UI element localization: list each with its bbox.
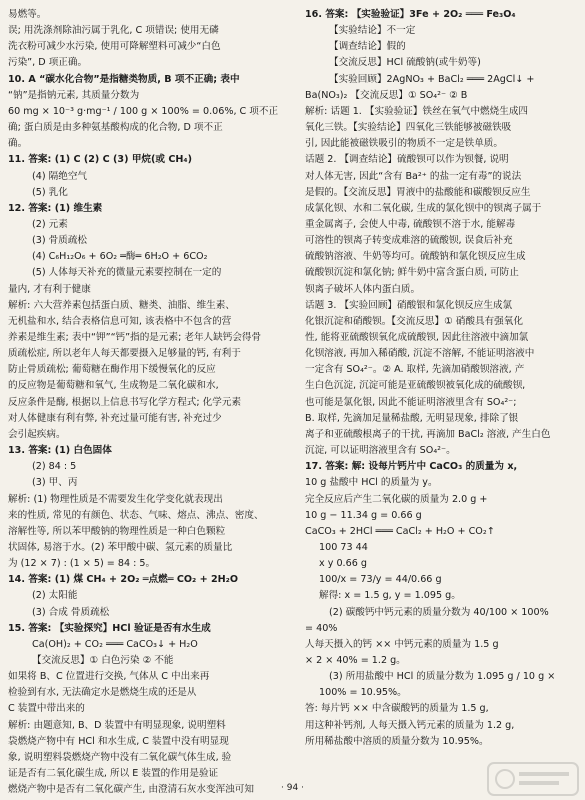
- text-line: 无机盐和水, 结合表格信息可知, 该表格中不包含的营: [8, 315, 232, 327]
- text-line: 氧化三铁。【实验结论】四氧化三铁能够被磁铁吸: [305, 122, 512, 134]
- text-line: 污染”, D 项正确。: [8, 57, 88, 69]
- text-line: (4) C₆H₁₂O₆ + 6O₂ ═酶═ 6H₂O + 6CO₂: [32, 251, 208, 263]
- text-line: 为 (12 × 7) : (1 × 5) = 84 : 5。: [8, 558, 156, 570]
- text-line: 会引起疾病。: [8, 428, 66, 440]
- text-line: 14. 答案: (1) 煤 CH₄ + 2O₂ ═点燃═ CO₂ + 2H₂O: [8, 574, 239, 586]
- text-line: 是假的。【交流反思】胃液中的盐酸能和碳酸钡反应生: [305, 186, 531, 198]
- text-line: 15. 答案: 【实验探究】HCl 验证是否有水生成: [8, 622, 211, 634]
- text-line: 反应条件是酶, 根据以上信息书写化学方程式; 化学元素: [8, 396, 242, 408]
- text-line: 确。: [8, 138, 28, 150]
- text-line: 硫酸钡沉淀和氯化钠; 鲜牛奶中富含蛋白质, 可防止: [305, 267, 519, 279]
- text-line: 化银沉淀和硝酸钡。【交流反思】① 硝酸具有强氧化: [305, 315, 523, 327]
- text-line: 100/x = 73/y = 44/0.66 g: [319, 574, 442, 586]
- text-line: 解得: x = 1.5 g, y = 1.095 g。: [319, 590, 461, 602]
- text-line: 状固体, 易溶于水。(2) 苯甲酸中碳、氢元素的质量比: [8, 541, 233, 553]
- text-line: 量内, 才有利于健康: [8, 283, 91, 295]
- text-line: 性, 能将亚硫酸钡氧化成硫酸钡, 因此往溶液中滴加氯: [305, 332, 529, 343]
- text-line: 象, 说明塑料袋燃烧产物中没有二氧化碳气体生成, 验: [8, 751, 232, 763]
- text-line: 确; 蛋白质是由多种氨基酸构成的化合物, D 项不正: [8, 122, 223, 134]
- text-line: 【实验结论】不一定: [329, 25, 416, 37]
- text-line: 人每天摄入的钙 ×× 中钙元素的质量为 1.5 g: [305, 638, 499, 650]
- text-line: 用这种补钙剂, 人每天摄入钙元素的质量为 1.2 g,: [305, 719, 515, 731]
- text-line: 解析: 六大营养素包括蛋白质、糖类、油脂、维生素、: [8, 299, 235, 311]
- text-line: C 装置中带出来的: [8, 703, 85, 715]
- text-line: (5) 人体每天补充的微量元素要控制在一定的: [32, 267, 222, 279]
- text-line: Ca(OH)₂ + CO₂ ═══ CaCO₃↓ + H₂O: [32, 638, 198, 650]
- text-line: 引, 因此能被磁铁吸引的物质不一定是铁单质。: [305, 138, 503, 150]
- text-line: 误; 用洗涤剂除油污属于乳化, C 项错误; 使用无磷: [8, 25, 219, 37]
- text-line: 【调查结论】假的: [329, 41, 406, 53]
- text-line: = 40%: [305, 622, 338, 634]
- text-line: (2) 元素: [32, 218, 68, 230]
- text-line: (2) 碳酸钙中钙元素的质量分数为 40/100 × 100%: [329, 606, 549, 618]
- text-line: (3) 甲、丙: [32, 477, 78, 489]
- text-line: 60 mg × 10⁻³ g·mg⁻¹ / 100 g × 100% = 0.06%, C 项不正: [8, 105, 279, 117]
- text-line: x y 0.66 g: [319, 558, 367, 570]
- text-line: (3) 所用盐酸中 HCl 的质量分数为 1.095 g / 10 g ×: [329, 671, 556, 683]
- text-line: 解析: (1) 物理性质是不需要发生化学变化就表现出: [8, 493, 223, 505]
- text-line: 养素是维生素; 表中“钾”“钙”指的是元素; 老年人缺钙会得骨: [8, 332, 262, 343]
- text-line: 也可能是氯化银, 因此不能证明溶液里含有 SO₄²⁻;: [305, 396, 517, 408]
- page-number: · 94 ·: [281, 783, 304, 793]
- text-line: 化钡溶液, 再加入稀硝酸, 沉淀不溶解, 不能证明溶液中: [305, 348, 535, 360]
- text-line: 来的性质, 常见的有颜色、状态、气味、熔点、沸点、密度、: [8, 509, 264, 521]
- text-line: × 2 × 40% = 1.2 g。: [305, 655, 406, 666]
- text-line: 10. A “碳水化合物”是指糖类物质, B 项不正确; 表中: [8, 73, 240, 85]
- text-line: 12. 答案: (1) 维生素: [8, 202, 103, 214]
- text-line: 证是否有二氧化碳生成, 所以 E 装置的作用是验证: [8, 768, 219, 780]
- text-line: 对人体无害, 因此“含有 Ba²⁺ 的盐一定有毒”的说法: [305, 170, 522, 182]
- text-line: 离子和亚硫酸根离子的干扰, 再滴加 BaCl₂ 溶液, 产生白色: [305, 428, 551, 440]
- text-line: 成氯化钡、水和二氧化碳, 生成的氯化钡中的钡离子属于: [305, 202, 542, 214]
- text-line: 10 g 盐酸中 HCl 的质量为 y。: [305, 477, 438, 489]
- text-line: 重金属离子, 会使人中毒, 硫酸钡不溶于水, 能解毒: [305, 218, 516, 230]
- text-line: 11. 答案: (1) C (2) C (3) 甲烷(或 CH₄): [8, 154, 192, 166]
- text-line: 【实验回顾】2AgNO₃ + BaCl₂ ═══ 2AgCl↓ +: [329, 73, 535, 85]
- text-line: 答: 每片钙 ×× 中含碳酸钙的质量为 1.5 g,: [305, 703, 489, 715]
- text-line: 【交流反思】① 白色污染 ② 不能: [32, 655, 174, 666]
- text-line: 完全反应后产生二氧化碳的质量为 2.0 g +: [305, 493, 488, 505]
- text-line: 10 g − 11.34 g = 0.66 g: [305, 509, 422, 521]
- text-line: B. 取样, 先滴加足量稀盐酸, 无明显现象, 排除了银: [305, 412, 519, 424]
- text-line: 对人体健康有利有弊, 补充过量可能有害, 补充过少: [8, 412, 222, 424]
- text-line: 一定含有 SO₄²⁻。② A. 取样, 先滴加硝酸钡溶液, 产: [305, 364, 525, 376]
- text-line: Ba(NO₃)₂ 【交流反思】① SO₄²⁻ ② B: [305, 89, 468, 101]
- text-line: “钠”是指钠元素, 其质量分数为: [8, 89, 140, 101]
- text-line: 所用稀盐酸中溶质的质量分数为 10.95%。: [305, 735, 489, 747]
- text-line: (4) 隔绝空气: [32, 170, 88, 182]
- text-line: 燃烧产物中是否有二氧化碳产生, 由澄清石灰水变浑浊可知: [8, 784, 254, 796]
- text-line: (2) 太阳能: [32, 590, 78, 602]
- text-line: 洗衣粉可减少水污染, 使用可降解塑料可减少“白色: [8, 41, 221, 53]
- text-line: (2) 84 : 5: [32, 461, 77, 473]
- text-line: 沉淀, 可以证明溶液里含有 SO₄²⁻。: [305, 445, 456, 457]
- text-line: 100 73 44: [319, 541, 368, 553]
- text-line: (3) 骨质疏松: [32, 235, 88, 247]
- text-line: 溶解性等, 所以苯甲酸钠的物理性质是一种白色颗粒: [8, 525, 226, 537]
- text-line: 17. 答案: 解: 设每片钙片中 CaCO₃ 的质量为 x,: [305, 461, 518, 473]
- text-line: 100% = 10.95%。: [319, 687, 407, 699]
- text-line: 13. 答案: (1) 白色固体: [8, 445, 112, 457]
- text-line: 16. 答案: 【实验验证】3Fe + 2O₂ ═══ Fe₃O₄: [305, 9, 516, 20]
- text-line: 解析: 话题 1. 【实验验证】铁丝在氧气中燃烧生成四: [305, 105, 529, 117]
- text-line: CaCO₃ + 2HCl ═══ CaCl₂ + H₂O + CO₂↑: [305, 525, 495, 537]
- text-line: 质疏松症, 所以老年人每天都要摄入足够量的钙, 有利于: [8, 348, 241, 360]
- text-line: 解析: 由题意知, B、D 装置中有明显现象, 说明塑料: [8, 719, 226, 731]
- text-line: 话题 3. 【实验回顾】硝酸银和氯化钡反应生成氯: [305, 299, 513, 311]
- text-line: 易燃等。: [8, 9, 47, 20]
- text-line: 硫酸钠溶液、牛奶等均可。硫酸钠和氯化钡反应生成: [305, 251, 526, 263]
- text-line: 【交流反思】HCl 硫酸钠(或牛奶等): [329, 57, 481, 69]
- text-line: 检验到有水, 无法确定水是燃烧生成的还是从: [8, 687, 197, 699]
- watermark-logo: [487, 762, 579, 796]
- text-line: 的反应物是葡萄糖和氧气, 生成物是二氧化碳和水,: [8, 380, 219, 392]
- text-line: 话题 2. 【调查结论】硫酸钡可以作为钡餐, 说明: [305, 154, 509, 166]
- text-line: 可溶性的钡离子转变成难溶的硫酸钡, 误食后补充: [305, 235, 513, 247]
- text-line: (5) 乳化: [32, 186, 68, 198]
- text-line: 如果将 B、C 位置进行交换, 气体从 C 中出来再: [8, 671, 210, 683]
- text-line: (3) 合成 骨质疏松: [32, 606, 110, 618]
- text-line: 生白色沉淀, 沉淀可能是亚硫酸钡被氧化成的硫酸钡,: [305, 380, 526, 392]
- text-line: 钡离子破坏人体内蛋白质。: [305, 283, 421, 295]
- text-line: 袋燃烧产物中有 HCl 和水生成, C 装置中没有明显现: [8, 735, 229, 747]
- text-line: 防止骨质疏松; 葡萄糖在酶作用下缓慢氧化的反应: [8, 364, 216, 376]
